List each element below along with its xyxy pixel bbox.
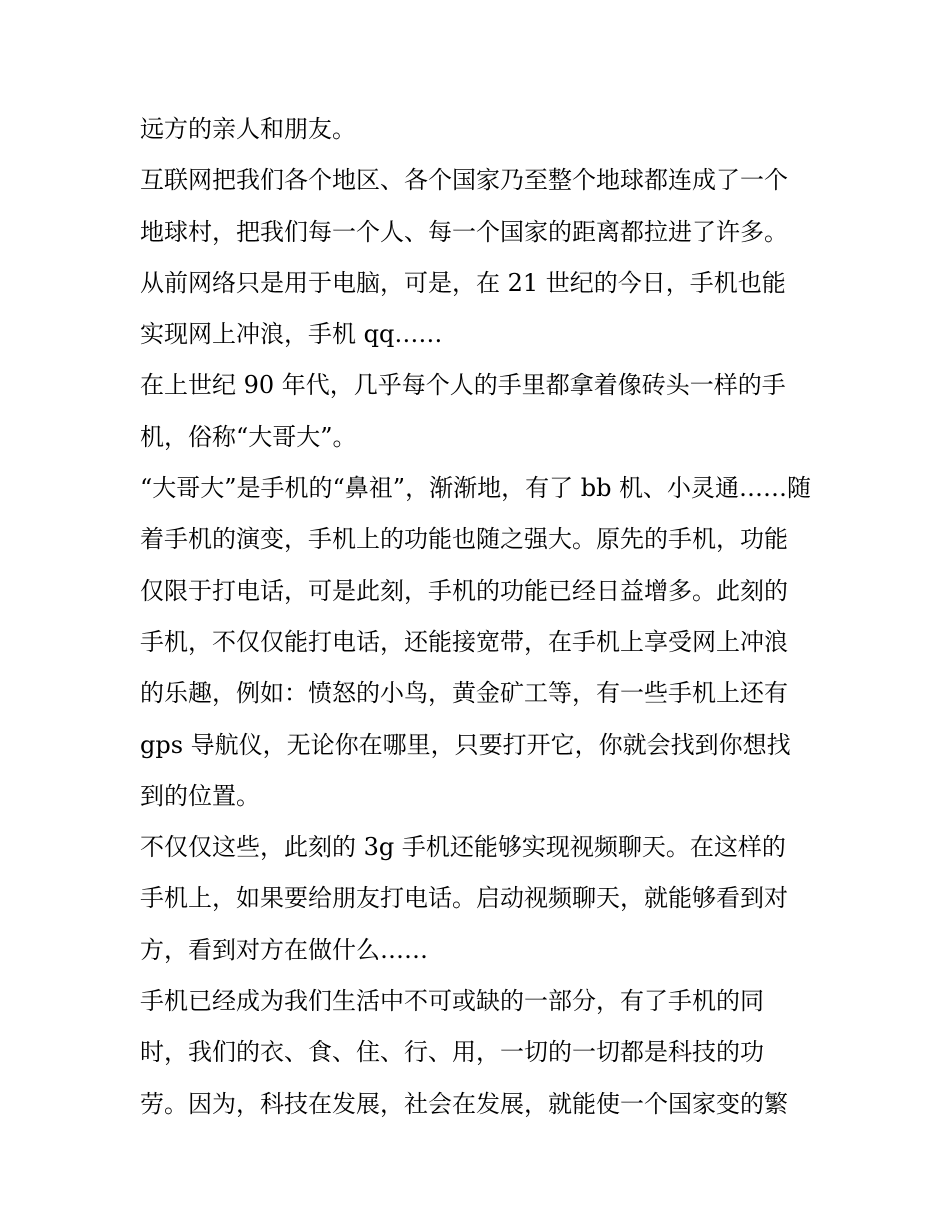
text-line: 实现网上冲浪，手机 qq…… — [140, 320, 443, 349]
text-line: 时，我们的衣、食、住、行、用，一切的一切都是科技的功 — [140, 1038, 764, 1067]
text-line: 手机已经成为我们生活中不可或缺的一部分，有了手机的同 — [140, 987, 764, 1016]
text-line: 不仅仅这些，此刻的 3g 手机还能够实现视频聊天。在这样的 — [140, 833, 786, 862]
text-line: 着手机的演变，手机上的功能也随之强大。原先的手机，功能 — [140, 525, 788, 554]
text-line: 劳。因为，科技在发展，社会在发展，就能使一个国家变的繁 — [140, 1089, 788, 1118]
text-line: 地球村，把我们每一个人、每一个国家的距离都拉进了许多。 — [140, 217, 788, 246]
text-line: 的乐趣，例如：愤怒的小鸟，黄金矿工等，有一些手机上还有 — [140, 679, 788, 708]
text-line: 手机上，如果要给朋友打电话。启动视频聊天，就能够看到对 — [140, 884, 788, 913]
text-line: gps 导航仪，无论你在哪里，只要打开它，你就会找到你想找 — [140, 730, 791, 759]
text-line: 互联网把我们各个地区、各个国家乃至整个地球都连成了一个 — [140, 166, 788, 195]
text-line: 机，俗称“大哥大”。 — [140, 422, 357, 451]
text-line: “大哥大”是手机的“鼻祖”，渐渐地，有了 bb 机、小灵通……随 — [140, 474, 812, 503]
text-line: 方，看到对方在做什么…… — [140, 935, 428, 964]
text-line: 仅限于打电话，可是此刻，手机的功能已经日益增多。此刻的 — [140, 576, 788, 605]
text-line: 到的位置。 — [140, 781, 260, 810]
text-line: 远方的亲人和朋友。 — [140, 115, 356, 143]
body-text — [140, 104, 820, 1130]
text-line: 手机，不仅仅能打电话，还能接宽带，在手机上享受网上冲浪 — [140, 627, 788, 656]
text-line: 在上世纪 90 年代，几乎每个人的手里都拿着像砖头一样的手 — [140, 371, 786, 400]
text-line: 从前网络只是用于电脑，可是，在 21 世纪的今日，手机也能 — [140, 268, 786, 297]
